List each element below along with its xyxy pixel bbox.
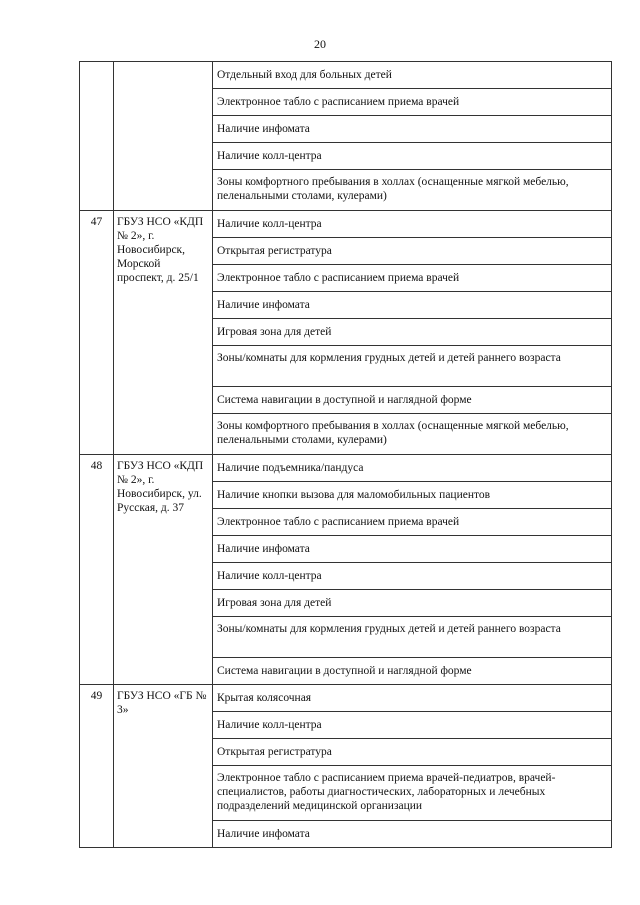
feature-cell: Наличие колл-центра <box>213 712 612 739</box>
table-row <box>80 455 612 482</box>
table-row <box>80 62 612 89</box>
feature-cell: Наличие инфомата <box>213 536 612 563</box>
organization-cell: ГБУЗ НСО «КДП № 2», г. Новосибирск, Морской проспект, д. 25/1 <box>114 211 213 455</box>
table-row <box>80 685 612 712</box>
feature-cell: Зоны/комнаты для кормления грудных детей и детей раннего возраста <box>213 617 612 658</box>
organization-cell: ГБУЗ НСО «КДП № 2», г. Новосибирск, ул. Русская, д. 37 <box>114 455 213 685</box>
feature-cell: Электронное табло с расписанием приема врачей-педиатров, врачей-специалистов, работы диагностических, лабораторных и лечебных подразделений медицинской организации <box>213 766 612 821</box>
feature-cell: Зоны/комнаты для кормления грудных детей и детей раннего возраста <box>213 346 612 387</box>
feature-cell: Отдельный вход для больных детей <box>213 62 612 89</box>
facilities-table <box>79 61 612 848</box>
feature-cell: Наличие подъемника/пандуса <box>213 455 612 482</box>
organization-cell <box>114 62 213 211</box>
feature-cell: Электронное табло с расписанием приема врачей <box>213 89 612 116</box>
row-number: 49 <box>80 685 114 848</box>
table-row <box>80 211 612 238</box>
feature-cell: Зоны комфортного пребывания в холлах (оснащенные мягкой мебелью, пеленальными столами, кулерами) <box>213 170 612 211</box>
feature-cell: Система навигации в доступной и наглядной форме <box>213 658 612 685</box>
feature-cell: Наличие колл-центра <box>213 563 612 590</box>
organization-cell: ГБУЗ НСО «ГБ № 3» <box>114 685 213 848</box>
feature-cell: Наличие инфомата <box>213 116 612 143</box>
feature-cell: Открытая регистратура <box>213 739 612 766</box>
feature-cell: Наличие колл-центра <box>213 211 612 238</box>
feature-cell: Наличие кнопки вызова для маломобильных пациентов <box>213 482 612 509</box>
feature-cell: Наличие инфомата <box>213 292 612 319</box>
feature-cell: Игровая зона для детей <box>213 319 612 346</box>
feature-cell: Система навигации в доступной и наглядной форме <box>213 387 612 414</box>
row-number: 47 <box>80 211 114 455</box>
page-number: 20 <box>314 37 326 51</box>
feature-cell: Крытая колясочная <box>213 685 612 712</box>
feature-cell: Наличие инфомата <box>213 821 612 848</box>
feature-cell: Электронное табло с расписанием приема врачей <box>213 265 612 292</box>
feature-cell: Зоны комфортного пребывания в холлах (оснащенные мягкой мебелью, пеленальными столами, кулерами) <box>213 414 612 455</box>
feature-cell: Открытая регистратура <box>213 238 612 265</box>
row-number <box>80 62 114 211</box>
feature-cell: Электронное табло с расписанием приема врачей <box>213 509 612 536</box>
feature-cell: Наличие колл-центра <box>213 143 612 170</box>
feature-cell: Игровая зона для детей <box>213 590 612 617</box>
row-number: 48 <box>80 455 114 685</box>
